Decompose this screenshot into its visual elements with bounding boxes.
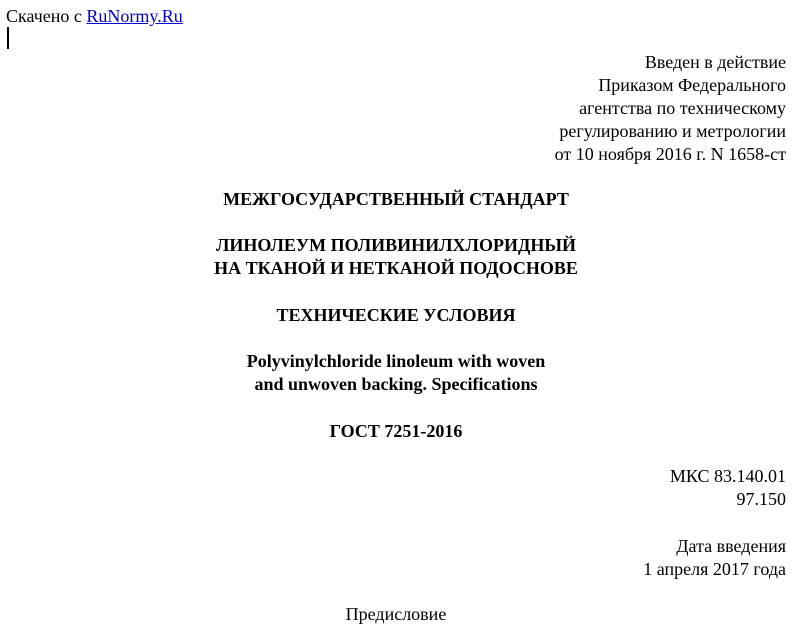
classification-line: МКС 83.140.01 xyxy=(669,466,786,486)
gost-number: ГОСТ 7251-2016 xyxy=(329,421,463,441)
introduction-date-label: Дата введения xyxy=(676,536,786,556)
subtitle-ru: ТЕХНИЧЕСКИЕ УСЛОВИЯ xyxy=(276,305,516,325)
title-en-line-1: Polyvinylchloride linoleum with woven xyxy=(246,351,546,371)
download-prefix: Скачено с xyxy=(6,6,82,26)
classification-line: 97.150 xyxy=(736,489,786,509)
preface-heading: Предисловие xyxy=(345,604,447,624)
text-cursor xyxy=(7,27,9,49)
decree-block xyxy=(555,51,786,166)
download-source-line xyxy=(6,5,183,28)
decree-line: агентства по техническому xyxy=(579,98,786,118)
introduction-date-block xyxy=(643,535,786,581)
introduction-date-value: 1 апреля 2017 года xyxy=(643,559,786,579)
title-en-line-2: and unwoven backing. Specifications xyxy=(254,374,538,394)
classification-block xyxy=(670,465,786,511)
decree-line: Приказом Федерального xyxy=(598,75,786,95)
title-ru-line-2: НА ТКАНОЙ И НЕТКАНОЙ ПОДОСНОВЕ xyxy=(214,258,578,278)
title-ru-line-1: ЛИНОЛЕУМ ПОЛИВИНИЛХЛОРИДНЫЙ xyxy=(215,235,577,255)
decree-line: регулированию и метрологии xyxy=(559,121,786,141)
decree-line: от 10 ноября 2016 г. N 1658-ст xyxy=(554,144,786,164)
standard-type-heading: МЕЖГОСУДАРСТВЕННЫЙ СТАНДАРТ xyxy=(223,189,569,209)
decree-line: Введен в действие xyxy=(644,52,786,72)
runormy-link[interactable]: RuNormy.Ru xyxy=(86,6,183,26)
